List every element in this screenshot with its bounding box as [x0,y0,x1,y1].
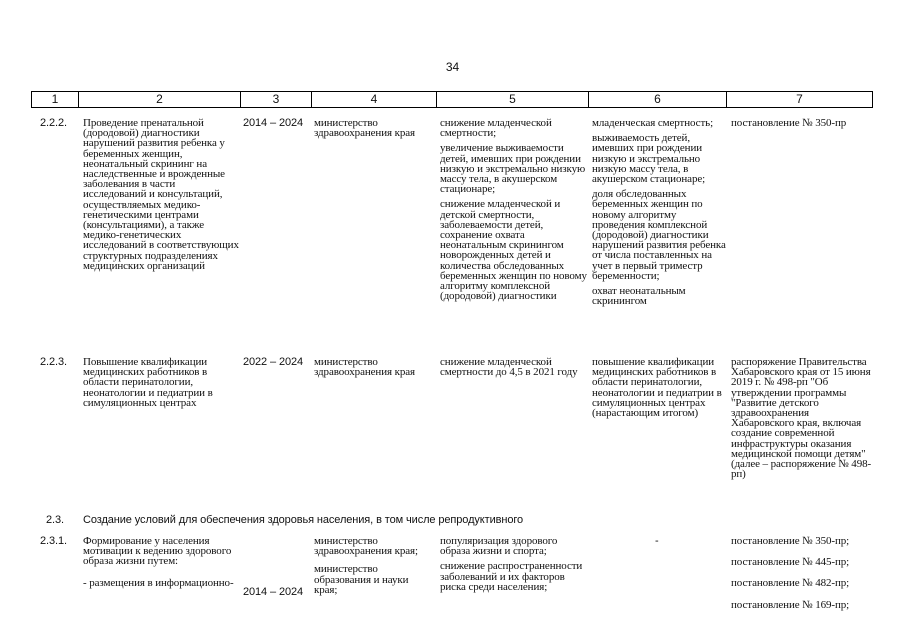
row-2-2-3-period: 2022 – 2024 [243,356,304,368]
row-2-2-3-links: распоряжение Правительства Хабаровского края от 15 июня 2019 г. № 498-рп "Об утверждении программы "Развитие детского здравоохранения Хабаровского края, включая создание современной инфраструктуры оказания медицинской помощи детям" (далее – распоряжение № 498-рп) [731,356,872,481]
table-header-col-3: 3 [240,91,312,108]
result-item: снижение младенческой и детской смертности, заболеваемости детей, сохранение охвата неонатальным скринингом новорожденных детей и количества обследованных беременных женщин по новому алгоритму комплексной (дородовой) диагностики [440,198,587,303]
row-2-2-3-name: Повышение квалификации медицинских работников в области перинатологии, неонатологии и педиатрии в симуляционных центрах [83,356,213,409]
section-2-3-title: Создание условий для обеспечения здоровья населения, в том числе репродуктивного [83,514,524,526]
row-2-2-3-indicators [592,357,728,423]
row-2-2-2-indicators [592,118,728,311]
link-item: постановление № 482-пр; [731,577,850,590]
row-2-3-1-indicators-dash: - [655,535,659,547]
table-header-col-7: 7 [726,91,873,108]
indicator-item: охват неонатальным скринингом [592,285,686,308]
measure-subitem: - размещения в информационно- [83,576,234,589]
row-2-3-1-number: 2.3.1. [40,535,67,547]
row-2-2-2-name: Проведение пренатальной (дородовой) диагностики нарушений развития ребенка у беременных женщин, неонатальный скрининг на наследственные и врожденные заболевания в части исследований и консультаций, осуществляемых медико-генетическими центрами (консультациями), а также медико-генетических исследований в соответствующих структурных подразделениях медицинских организаций [83,117,239,272]
row-2-2-2-period: 2014 – 2024 [243,117,304,129]
indicator-item: повышение квалификации медицинских работников в области перинатологии, неонатологии и педиатрии в симуляционных центрах (нарастающим итогом) [592,356,722,420]
result-item: увеличение выживаемости детей, имевших при рождении низкую и экстремально низкую массу тела, в акушерском стационаре; [440,142,586,196]
result-item: популяризация здорового образа жизни и спорта; [440,535,558,558]
executor-item: министерство образования и науки края; [314,563,409,596]
table-header-col-4: 4 [311,91,437,108]
row-2-3-1-period: 2014 – 2024 [243,586,304,598]
link-item: постановление № 350-пр; [731,535,850,547]
row-2-3-1-results [440,536,588,597]
table-header-col-1: 1 [31,91,79,108]
row-2-2-3-results [440,357,588,382]
indicator-item: доля обследованных беременных женщин по новому алгоритму проведения комплексной (дородовой) диагностики нарушений развития ребенка от числа поставленных на учет в первый триместр беременности; [592,188,726,282]
result-item: снижение младенческой смертности; [440,117,552,140]
row-2-3-1-name [83,536,241,593]
row-2-2-2-links: постановление № 350-пр [731,117,847,129]
row-2-2-2-results [440,118,588,306]
table-header-col-6: 6 [588,91,727,108]
page-number: 34 [445,60,460,74]
table-header-col-5: 5 [436,91,589,108]
link-item: постановление № 445-пр; [731,556,850,569]
indicator-item: выживаемость детей, имевших при рождении низкую и экстремально низкую массу тела, в акушерском стационаре; [592,132,706,186]
row-2-2-3-executor: министерство здравоохранения края [314,356,415,379]
executor-item: министерство здравоохранения края; [314,535,418,558]
row-2-2-3-number: 2.2.3. [40,356,67,368]
indicator-item: младенческая смертность; [592,117,714,129]
table-header-col-2: 2 [78,91,241,108]
link-item: постановление № 169-пр; [731,598,850,611]
result-item: снижение распространенности заболеваний и их факторов риска среди населения; [440,560,583,593]
row-2-3-1-links [731,536,873,615]
row-2-2-2-executor: министерство здравоохранения края [314,117,415,140]
measure-title: Формирование у населения мотивации к ведению здорового образа жизни путем: [83,535,232,568]
result-item: снижение младенческой смертности до 4,5 в 2021 году [440,356,578,379]
row-2-2-2-number: 2.2.2. [40,117,67,129]
section-2-3-number: 2.3. [46,514,64,526]
row-2-3-1-executors [314,536,434,600]
